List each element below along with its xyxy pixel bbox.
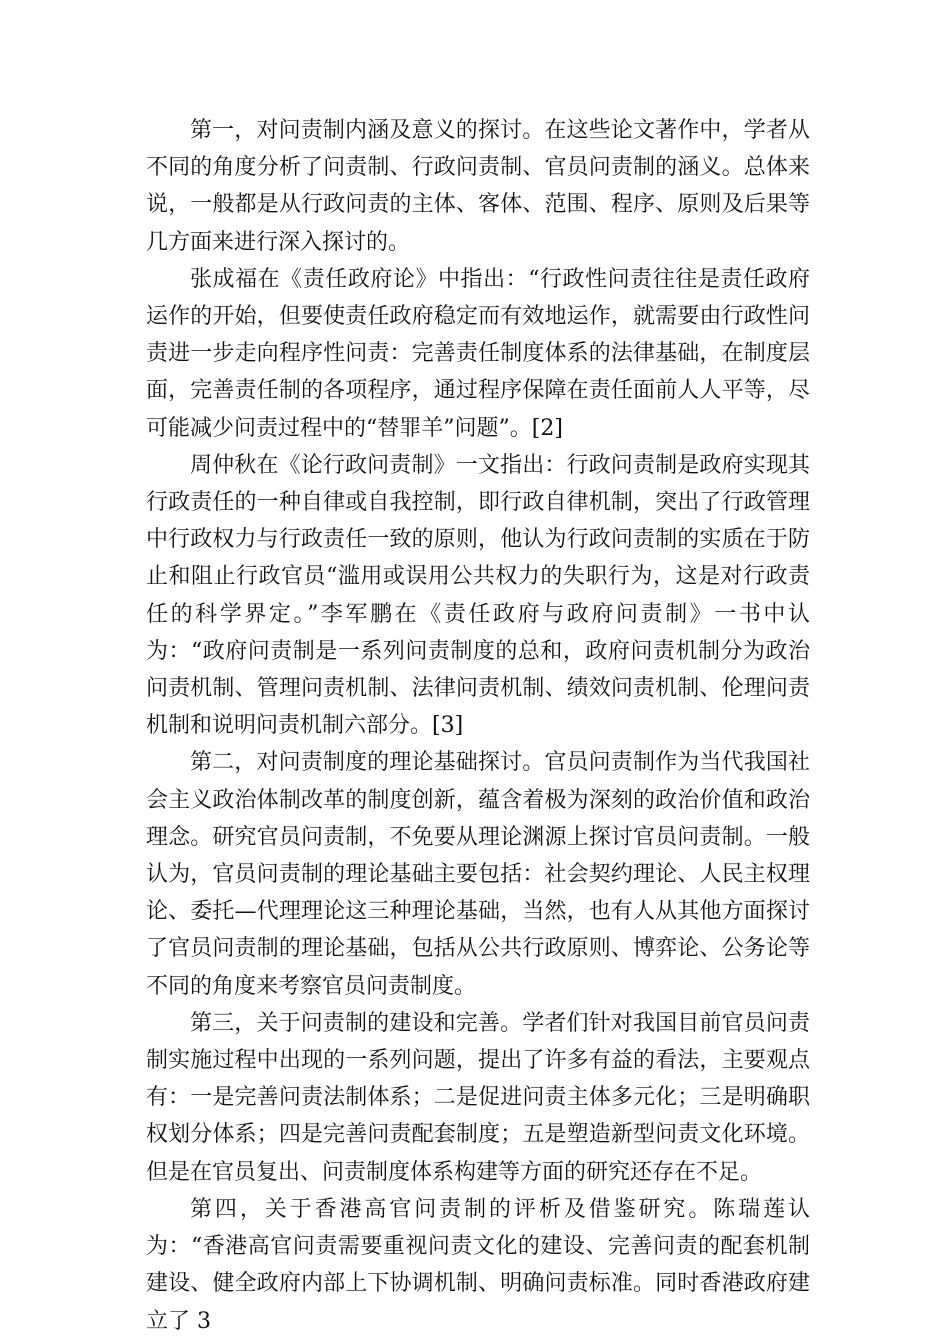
paragraph-5: 第三，关于问责制的建设和完善。学者们针对我国目前官员问责制实施过程中出现的一系列问题，提出了许多有益的看法，主要观点有：一是完善问责法制体系；二是促进问责主体多元化；三是明确职权划分体系；四是完善问责配套制度；五是塑造新型问责文化环境。但是在官员复出、问责制度体系构建等方面的研究还存在不足。 (146, 1010, 810, 1185)
paragraph-3: 周仲秋在《论行政问责制》一文指出：行政问责制是政府实现其行政责任的一种自律或自我控制，即行政自律机制，突出了行政管理中行政权力与行政责任一致的原则，他认为行政问责制的实质在于防止和阻止行政官员“滥用或误用公共权力的失职行为，这是对行政责任的科学界定。”李军鹏在《责任政府与政府问责制》一书中认为：“政府问责制是一系列问责制度的总和，政府问责机制分为政治问责机制、管理问责机制、法律问责机制、绩效问责机制、伦理问责机制和说明问责机制六部分。[3] (146, 452, 810, 739)
paragraph-2: 张成福在《责任政府论》中指出：“行政性问责往往是责任政府运作的开始，但要使责任政府稳定而有效地运作，就需要由行政性问责进一步走向程序性问责：完善责任制度体系的法律基础，在制度层面，完善责任制的各项程序，通过程序保障在责任面前人人平等，尽可能减少问责过程中的“替罪羊”问题”。[2] (146, 266, 810, 441)
paragraph-4: 第二，对问责制度的理论基础探讨。官员问责制作为当代我国社会主义政治体制改革的制度创新，蕴含着极为深刻的政治价值和政治理念。研究官员问责制，不免要从理论渊源上探讨官员问责制。一般认为，官员问责制的理论基础主要包括：社会契约理论、人民主权理论、委托—代理理论这三种理论基础，当然，也有人从其他方面探讨了官员问责制的理论基础，包括从公共行政原则、博弈论、公务论等不同的角度来考察官员问责制度。 (146, 750, 810, 999)
paragraph-1: 第一，对问责制内涵及意义的探讨。在这些论文著作中，学者从不同的角度分析了问责制、行政问责制、官员问责制的涵义。总体来说，一般都是从行政问责的主体、客体、范围、程序、原则及后果等几方面来进行深入探讨的。 (146, 118, 810, 255)
document-body (146, 112, 810, 1340)
paragraph-6: 第四，关于香港高官问责制的评析及借鉴研究。陈瑞莲认为：“香港高官问责需要重视问责文化的建设、完善问责的配套机制建设、健全政府内部上下协调机制、明确问责标准。同时香港政府建立了 3 (146, 1196, 810, 1334)
